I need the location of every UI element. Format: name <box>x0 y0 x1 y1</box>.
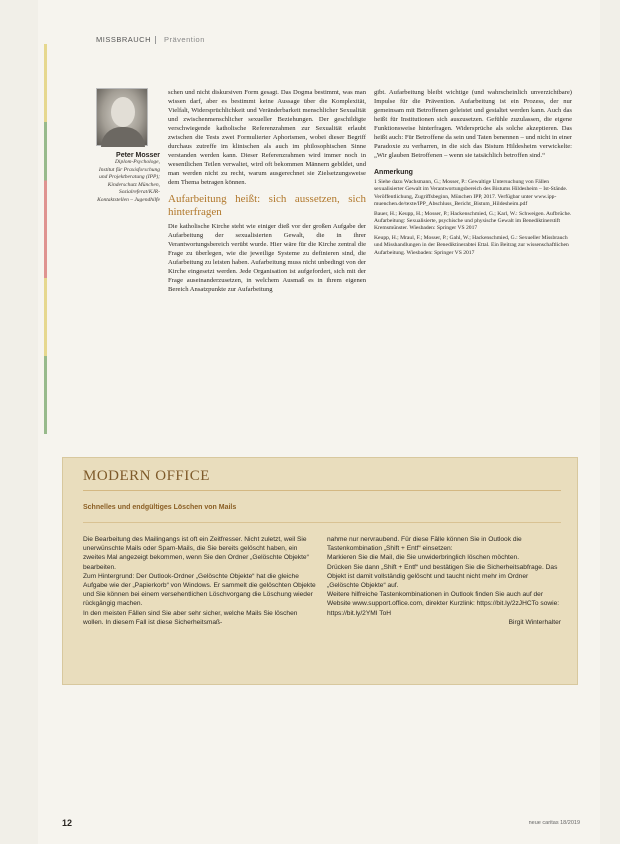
article-subheading: Aufarbeitung heißt: sich aussetzen, sich hinterfragen <box>168 193 366 218</box>
box-divider <box>83 490 561 491</box>
box-column-2 <box>327 535 561 627</box>
color-strip <box>44 44 47 434</box>
box-signature: Birgit Winterhalter <box>508 618 561 626</box>
notes-heading: Anmerkung <box>374 169 413 176</box>
author-bio-line: Sozialreferat/KJR- <box>118 189 160 195</box>
author-bio-line: Institut für Praxisforschung <box>98 166 160 173</box>
box-paragraph: Zum Hintergrund: Der Outlook-Ordner „Gelöschte Objekte“ hat die gleiche Aufgabe wie der „Papierkorb“ von Windows. Er sammelt die gelöschten Objekte und Sie können bei einem versehentlichen Löschvorgang die Löschung wieder rückgängig machen. <box>83 572 316 608</box>
reference-item: 1 Siehe dazu Wachsmann, G.; Mosser, P.: Gewaltige Untersuchung von Fällen sexualisierter Gewalt im Verantwortungsbereich des Bistums Hildesheim – Ist-Stände. Veröffentlichung, Zugriffsbeginn, München IPP, 2017. Verfügbar unter www.ipp-muenchen.de/texte/IPP_Abschluss_Bericht_Bistum_Hildesheim.pdf <box>374 179 568 208</box>
box-paragraph: Weitere hilfreiche Tastenkombinationen in Outlook finden Sie auch auf der Website www.support.office.com, direkter Kurzlink: https://bit.ly/2zJHCTo sowie: https://bit.ly/2YMI ToH <box>327 591 560 617</box>
reference-item: Bauer, H.; Keupp, H.; Mosser, P.; Hackenschmied, G.; Karl, W.: Schweigen. Aufbrüche. Aufarbeitung: Sexualisierte, psychische und physische Gewalt im Benediktinerstift Kremsmünster. Wiesbaden: Springer VS 2017 <box>374 210 572 232</box>
rubric-divider <box>155 36 156 44</box>
reference-item: Keupp, H.; Mraul, F.; Mosser, P.; Gahl, W.; Hackenschmied, G.: Sexueller Missbrauch und Misshandlungen in der Benediktinerabtei Ettal. Ein Beitrag zur wissenschaftlichen Aufarbeitung. Wiesbaden: Springer VS 2017 <box>374 234 569 256</box>
section-rubric <box>96 35 205 44</box>
author-bio-line: Diplom-Psychologe, <box>114 159 160 165</box>
author-bio-line: und Projektberatung (IPP); <box>99 174 160 180</box>
author-bio-line: Kontaktstellen – Jugendhilfe <box>97 196 160 203</box>
author-bio-line: Kinderschutz München, <box>107 181 160 188</box>
article-column-1 <box>168 88 366 294</box>
page-number: 12 <box>62 818 73 828</box>
author-name: Peter Mosser <box>116 152 160 159</box>
box-paragraph: nahme nur nervraubend. Für diese Fälle können Sie in Outlook die Tastenkombination „Shift + Entf“ einsetzen: <box>327 536 522 553</box>
article-paragraph: Die katholische Kirche steht wie einiger dieß vor der großen Aufgabe der Aufarbeitung der sexualisierten Gewalt, die in ihrer Verantwortungsbereich verübt wurde. Hier wäre für die Kirche zentral die Frage zu überlegen, wie die jeweilige Systeme zu definieren sind, die Aufarbeitung zu leisten haben. Aufarbeitung muss nicht unbedingt von der Kirche eingesetzt werden. Jede Organisation ist aufgefordert, sich mit der Frage auseinanderzusetzen, in welchem Ausmaß es in ihrem eigenen Bereich Ansatzpunkte zur Aufarbeitung <box>168 223 366 293</box>
article-column-2 <box>374 88 572 259</box>
author-photo <box>96 88 148 146</box>
box-subtitle: Schnelles und endgültiges Löschen von Mails <box>83 504 237 511</box>
box-paragraph: In den meisten Fällen sind Sie aber sehr sicher, welche Mails Sie löschen wollen. In diesem Fall ist diese Sicherheitsmaß- <box>83 609 298 626</box>
box-paragraph: Die Bearbeitung des Mailingangs ist oft ein Zeitfresser. Nicht zuletzt, weil Sie unerwünschte Mails oder Spam-Mails, die Sie bereits gelöscht haben, ein zweites Mal angezeigt bekommen, wenn Sie den Ordner „Gelöschte Objekte“ bearbeiten. <box>83 536 309 571</box>
section-subtitle: Prävention <box>164 35 205 44</box>
author-photo-shoulders <box>101 127 145 147</box>
author-bio <box>74 152 160 204</box>
box-paragraph: Markieren Sie die Mail, die Sie unwiderbringlich löschen möchten. <box>327 554 520 562</box>
article-paragraph: schen und nicht diskursiven Form gesagt. Das Dogma bestimmt, was man wissen darf, aber es bestimmt keine Aussage über die Komplexität, Vielfalt, Widersprüchlichkeit und Veränderbarkeit menschlicher Sexualität und zwischenmenschlicher sexueller Beziehungen. Der geschildigte verschwiegende katholische Referenzrahmen zur Sexualität erlaubt zwischen die Tests zwei Formulierter Aphorismen, wobei dieser Begriff durchaus zutreffe im klinischen als auch im philosophischen Sinne verstanden werden kann. Dieser Referenzrahmen wird immer noch in wesentlichen Teilen verwaltet, wird oft bekommen Männern gebildet, und man werden nicht zu recht, warum ausgerechnet sie Zielsetzungsweise dem Thema betragen können. <box>168 89 366 186</box>
section-title: MISSBRAUCH <box>96 35 152 44</box>
journal-footer: neue caritas 18/2019 <box>528 820 580 826</box>
modern-office-box <box>62 457 578 685</box>
box-divider <box>83 522 561 523</box>
author-photo-face <box>111 97 135 127</box>
box-title: MODERN OFFICE <box>83 468 210 484</box>
box-paragraph: Drücken Sie dann „Shift + Entf“ und bestätigen Sie die Sicherheitsabfrage. Das Objekt ist damit vollständig gelöscht und taucht nicht mehr im Ordner „Gelöschte Objekte“ auf. <box>327 563 558 590</box>
box-column-1 <box>83 535 317 627</box>
article-paragraph: gibt. Aufarbeitung bleibt wichtige (und wahrscheinlich unverzichtbare) Impulse für die Prävention. Aufarbeitung ist ein Prozess, der nur gemeinsam mit Betroffenen geleistet und gestaltet werden kann. Auch das heißt für Institutionen sich auszusetzen. Gefühle zuzulassen, die eigene Funktionsweise hinterfragen. Widersprüche als solche akzeptieren. Das heißt auch: Für Betroffene da sein und Taten benennen – und nicht in einer Paradoxie zu verharren, in die sich das Bistum Hildesheim verwickelte: „Wir glauben Betroffenen – wenn sie tatsächlich betroffen sind.“ <box>374 89 572 159</box>
